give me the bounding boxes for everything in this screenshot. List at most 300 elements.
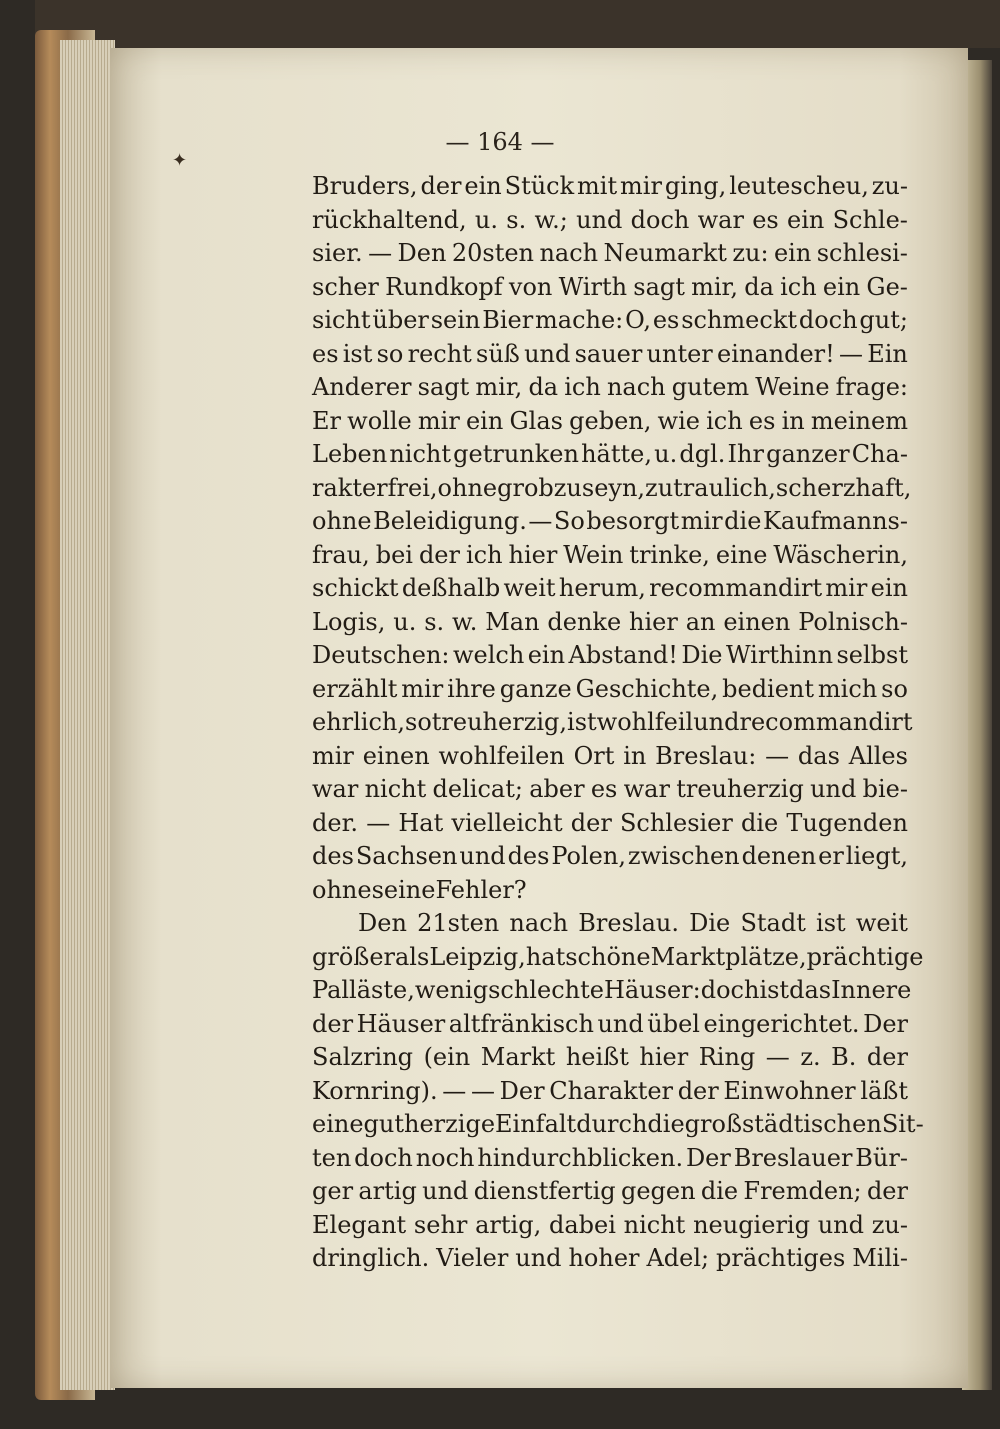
word: frage: [835,373,908,401]
word: einen [362,741,430,770]
text-line [312,1242,908,1276]
word: Die [681,641,723,669]
word: z. [800,1043,821,1071]
word: Den [397,239,447,267]
word: hätte, [581,440,652,468]
word: doch [798,306,858,334]
word: schmeckt [681,306,798,334]
word: Bier [482,306,534,334]
word: da [528,373,559,401]
word: — [368,239,393,267]
text-line [312,405,908,439]
word: Ring [698,1043,756,1071]
word: — [765,741,790,770]
word: es [652,306,680,334]
word: aber [529,775,585,803]
word: recommandirt [739,708,913,736]
word: Breslauer [733,1143,853,1172]
word: schlechte [488,976,604,1004]
word: Die [689,909,731,937]
word: neugierig [693,1210,810,1239]
word: dgl. [679,440,726,468]
word: des [507,842,550,870]
word: Deutschen: [312,641,450,669]
word: und [576,205,623,234]
text-line [312,807,908,841]
text-line [312,639,908,673]
word: trinke, [629,540,710,569]
word: Ge- [866,272,908,301]
word: O, [625,306,652,334]
word: wie [657,406,700,435]
word: delicat; [432,775,523,803]
word: nicht [364,775,427,803]
text-line [312,1142,908,1176]
word: und [693,708,740,736]
word: mir [417,406,460,435]
word: Der [685,1143,731,1172]
word: getrunken [453,440,579,468]
word: mich [817,674,878,703]
word: Sit- [881,1110,924,1138]
word: dabei [548,1210,616,1239]
word: prächtiges [716,1244,846,1272]
word: und [515,1244,562,1272]
word: der [866,1177,908,1205]
word: rakter [312,473,388,502]
text-line [312,438,908,472]
word: Charakter [549,1076,674,1105]
word: und [810,775,857,803]
text-line [312,773,908,807]
word: — [470,1076,495,1105]
word: Alles [848,741,908,770]
word: Bruders, [312,172,418,200]
word: liegt, [845,842,908,870]
word: doch [354,1143,413,1172]
word: Einwohner [723,1076,856,1105]
word: ist [759,976,790,1004]
word: nach [509,909,569,937]
word: ten [312,1143,352,1172]
text-line [312,673,908,707]
text-line [312,271,908,305]
word: und [597,1009,644,1038]
word: gut; [859,306,908,334]
word: mit [577,172,618,200]
text-line [312,338,908,372]
word: Rundkopf [385,272,503,301]
word: Fremden; [743,1177,862,1205]
word: gutem [671,373,750,401]
word: ganze [499,674,572,703]
word: und [422,1177,469,1205]
word: Elegant [312,1210,407,1239]
word: ganzer [766,440,850,468]
word: meinem [810,406,908,435]
word: sein [430,306,481,334]
word: (ein [423,1043,471,1071]
word: treuherzig, [431,708,568,736]
word: Ein [867,339,908,368]
word: in [781,406,805,435]
word: geben, [569,406,652,435]
word: Beleidigung. [373,507,527,535]
word: recht [407,339,472,368]
word: über [372,306,429,334]
word: die [741,808,779,837]
word: da [744,272,774,301]
word: grob [497,473,554,502]
word: recommandirt [649,574,823,602]
word: artig [358,1177,417,1205]
word: zu [553,473,582,502]
text-line [312,304,908,338]
word: übel [647,1009,700,1038]
word: bei [375,540,413,569]
word: deßhalb [401,574,501,602]
word: — [765,1043,790,1071]
word: Häuser: [603,976,701,1004]
word: — [366,808,391,837]
word: Breslau. [578,909,679,937]
word: dringlich. [312,1244,430,1272]
word: der [418,540,460,569]
word: war [697,205,744,234]
word: so [881,674,908,703]
word: war [623,775,670,803]
word: ein [786,205,825,234]
word: w.; [534,205,568,234]
word: prächtige [806,942,924,971]
word: heißt [565,1043,629,1071]
word: das [789,976,832,1004]
word: scherzhaft, [775,473,912,502]
text-line [312,539,908,573]
word: von [508,272,553,301]
word: zwischen [627,842,740,870]
word: der [677,1076,719,1105]
word: B. [831,1043,857,1071]
word: doch [700,976,760,1004]
word: so [405,708,432,736]
word: an [685,607,716,636]
word: Wein [563,540,624,569]
word: sagt [417,373,470,401]
word: Breslau: [655,741,757,770]
word: Wäscherin, [773,540,908,569]
text-line [312,1108,924,1142]
word: Salzring [312,1043,414,1071]
word: schöne [565,942,651,971]
word: treuherzig [676,775,804,803]
word: denke [547,607,622,636]
word: gegen [620,1177,696,1205]
word: w. [452,607,478,636]
text-line [312,941,924,975]
word: Den [358,909,407,937]
word: mir [312,741,354,770]
word: — [442,1076,467,1105]
word: die [647,1110,685,1138]
text-line [312,606,908,640]
word: Schlesier [619,808,733,837]
word: weit [855,909,908,937]
word: leutescheu, [729,172,869,200]
word: ein [822,272,861,301]
word: Polnisch- [798,607,908,636]
word: Hat [398,808,444,837]
text-line [312,170,908,204]
text-line [312,740,908,774]
word: wolle [347,406,412,435]
word: Schle- [832,205,908,234]
word: das [797,741,840,770]
word: es [312,339,339,368]
word: so [376,339,404,368]
word: Der [863,1009,908,1038]
word: einander! [717,339,835,368]
text-line [312,1041,908,1075]
word: ehrlich, [312,708,406,736]
text-line [312,1209,908,1243]
word: nach [539,239,599,267]
text-line [312,974,912,1008]
word: Cha- [851,440,908,468]
word: hindurchblicken. [477,1143,684,1172]
word: Innere [831,976,912,1004]
word: besorgt [586,507,680,535]
word: Anderer [312,373,412,401]
word: 21sten [417,909,500,937]
word: Vieler [436,1244,509,1272]
word: ein [464,172,502,200]
word: u. [654,440,678,468]
word: Adel; [646,1244,710,1272]
word: Polen, [551,842,626,870]
word: mir [825,574,868,602]
word: Markt [480,1043,556,1071]
word: artig, [475,1210,542,1239]
word: noch [415,1143,475,1172]
word: ist [816,909,846,937]
word: weit [503,574,556,602]
word: hier [508,540,558,569]
word: seine [371,875,436,904]
text-line [312,472,912,506]
word: 20sten [451,239,535,267]
word: — [839,339,864,368]
word: denen [741,842,817,870]
word: wohlfeilen [438,741,565,770]
word: in [623,741,647,770]
word: Leipzig, [429,942,526,971]
word: zutraulich, [645,473,776,502]
word: eine [715,540,768,569]
word: vielleicht [451,808,563,837]
word: selbst [836,641,908,669]
word: ein [465,406,504,435]
text-line [312,840,908,874]
word: schlesi- [816,239,908,267]
word: Fehler? [435,875,527,904]
word: ger [312,1177,354,1205]
word: nicht [389,440,451,468]
word: der [570,808,612,837]
word: mir [620,172,662,200]
word: Logis, [312,607,386,636]
word: dienstfertig [473,1177,616,1205]
word: — [528,507,553,535]
word: hat [525,942,566,971]
word: ein [773,239,812,267]
word: Abstand! [568,641,678,669]
word: durch [576,1110,648,1138]
word: Der [499,1076,545,1105]
text-line [312,237,908,271]
word: es [748,406,776,435]
word: läßt [860,1076,908,1105]
word: ohne [312,507,372,535]
word: mir, [691,272,739,301]
text-line [312,907,908,941]
word: es [752,205,779,234]
word: süß [476,339,520,368]
word: Bür- [855,1143,908,1172]
word: Ihr [727,440,764,468]
word: sauer [574,339,643,368]
word: Weine [755,373,830,401]
word: unter [646,339,713,368]
page-number: — 164 — [445,128,555,156]
word: mache: [535,306,624,334]
text-line [312,1008,908,1042]
word: sagt [633,272,685,301]
word: seyn, [581,473,646,502]
word: sicht [312,306,371,334]
word: war [312,775,359,803]
word: größer [312,942,395,971]
word: Geschichte, [575,674,719,703]
word: er [818,842,844,870]
word: Kornring). [312,1076,438,1105]
word: frei, [387,473,438,502]
text-line [312,706,913,740]
word: Einfalt [495,1110,577,1138]
word: mir, [475,373,523,401]
word: und [459,842,506,870]
word: Mili- [852,1244,908,1272]
word: Häuser [356,1009,446,1038]
word: Wirth [558,272,628,301]
word: So [553,507,585,535]
word: erzählt [312,674,398,703]
word: u. [393,607,417,636]
word: Leben [312,440,388,468]
word: u. [474,205,498,234]
body-text [312,170,924,1276]
word: hier [629,607,678,636]
word: und [817,1210,864,1239]
text-line [312,1075,908,1109]
word: altfränkisch [448,1009,594,1038]
word: ich [465,540,503,569]
word: ging, [664,172,727,200]
text-line [312,572,908,606]
word: ist [567,708,597,736]
word: die [724,507,762,535]
word: des [312,842,354,870]
word: Glas [509,406,563,435]
text-line [312,371,908,405]
word: doch [630,205,690,234]
word: Kaufmanns- [762,507,908,535]
word: der [866,1043,908,1071]
word: schickt [312,574,399,602]
word: ohne [312,875,372,904]
word: Stück [504,172,575,200]
word: großstädtischen [684,1110,882,1138]
word: mir [401,674,444,703]
word: Neumarkt [603,239,727,267]
word: s. [424,607,445,636]
word: ich [564,373,601,401]
word: hier [639,1043,689,1071]
word: es [590,775,618,803]
word: als [395,942,430,971]
text-line [312,874,908,908]
word: sier. [312,239,363,267]
word: zu: [732,239,769,267]
word: herum, [558,574,646,602]
text-line [312,505,908,539]
word: Wirthinn [725,641,834,669]
word: zu- [871,1210,908,1239]
text-line [312,204,908,238]
word: Stadt [740,909,806,937]
word: ein [870,574,908,602]
word: Ort [573,741,615,770]
word: zu- [871,172,908,200]
word: und [524,339,571,368]
word: bedient [722,674,815,703]
word: wenig [414,976,489,1004]
word: scher [312,272,379,301]
word: Man [485,607,540,636]
word: ihre [447,674,496,703]
text-line [312,1175,908,1209]
word: ohne [437,473,498,502]
word: eingerichtet. [703,1009,860,1038]
word: ich [706,406,743,435]
word: der [420,172,462,200]
word: Marktplätze, [650,942,807,971]
scanner-background [35,0,1000,48]
word: welch [452,641,525,669]
word: nach [606,373,666,401]
word: der. [312,808,359,837]
word: gutherzige [363,1110,496,1138]
word: Tugenden [786,808,908,837]
word: die [700,1177,739,1205]
word: ich [780,272,817,301]
word: s. [506,205,527,234]
word: einen [723,607,791,636]
margin-mark: ✦ [172,150,188,171]
word: ist [342,339,373,368]
word: ein [527,641,566,669]
word: mir [680,507,723,535]
